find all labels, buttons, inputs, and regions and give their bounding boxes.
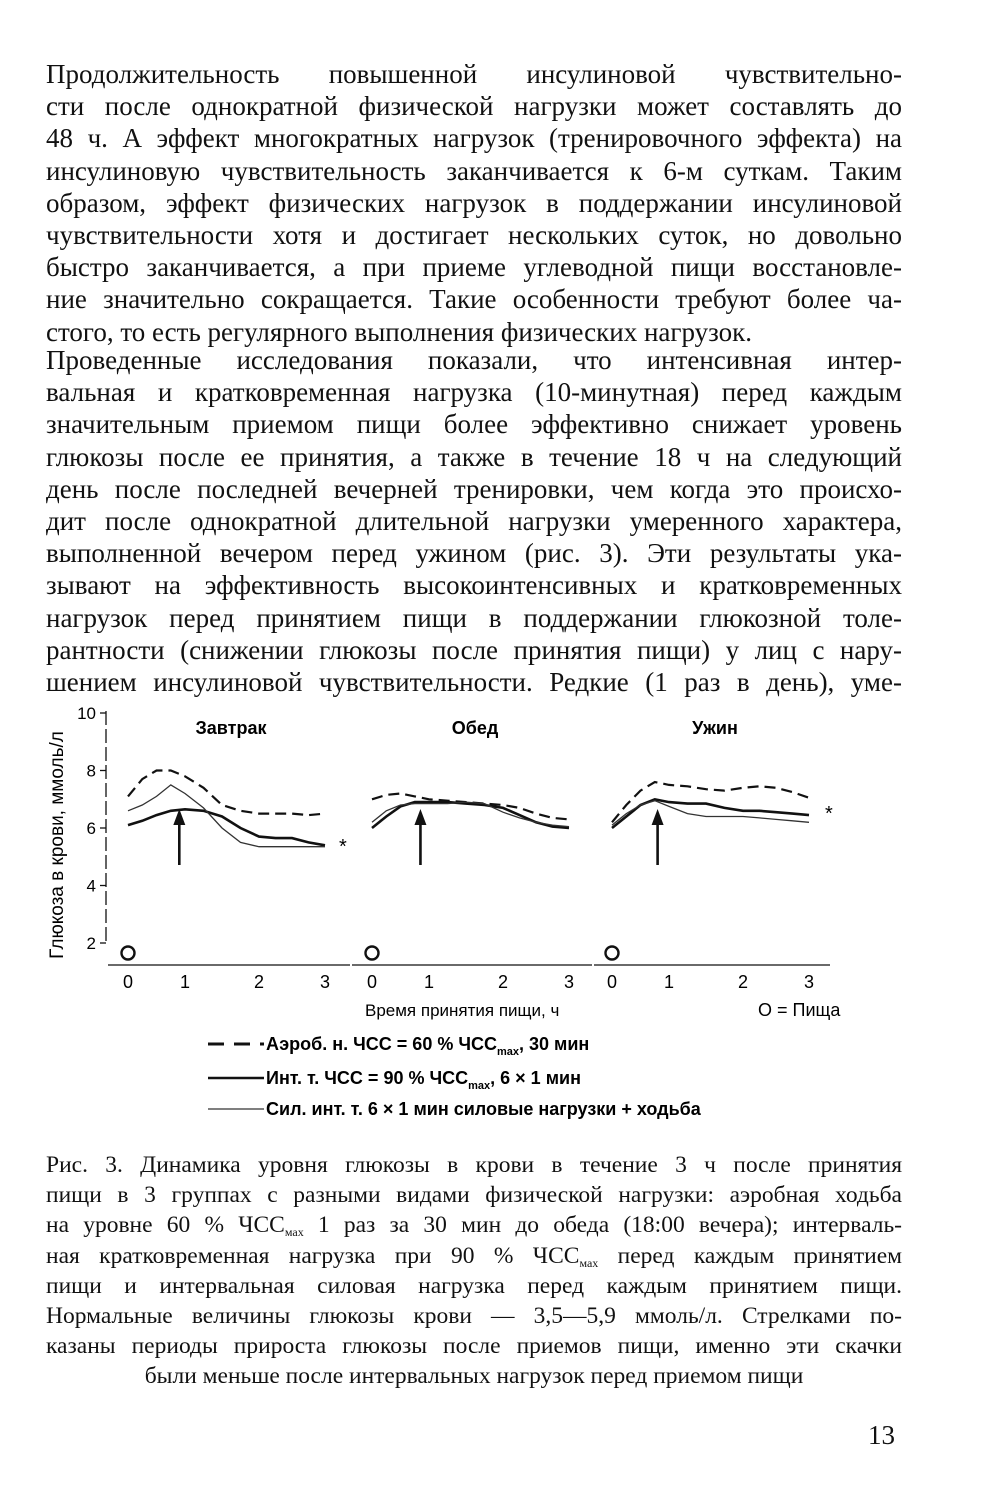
text-line: Продолжительность повышенной инсулиновой чувствительно- <box>46 59 902 89</box>
caption-line: на уровне 60 % $ЧСС_{мах}$ 1 раз за 30 мин до обеда (18:00 вечера); интерваль- <box>46 1212 902 1240</box>
glucose-chart <box>40 695 920 1145</box>
significance-star: * <box>339 836 347 858</box>
caption-line: пищи в 3 группах с разными видами физической нагрузки: аэробная ходьба <box>46 1182 902 1209</box>
text-line: инсулиновую чувствительность заканчивается к 6-м суткам. Таким <box>46 155 902 186</box>
text-line: сти после однократной физической нагрузки может составлять до <box>46 91 902 122</box>
x-tick-label: 1 <box>663 972 675 992</box>
caption-line: пищи и интервальная силовая нагрузка перед каждым принятием пищи. <box>46 1272 902 1299</box>
text-line: ние значительно сокращается. Такие особенности требуют более ча- <box>46 284 902 315</box>
series-line-aerobic <box>128 771 325 816</box>
x-tick-label: 1 <box>423 972 435 992</box>
page-number: 13 <box>868 1420 895 1450</box>
caption-line: Рис. 3. Динамика уровня глюкозы в крови в течение 3 ч после принятия <box>46 1152 902 1178</box>
x-axis-label: Время принятия пищи, ч <box>365 1001 560 1020</box>
paragraph-2 <box>46 344 902 698</box>
caption-line: Нормальные величины глюкозы крови — 3,5—5,9 ммоль/л. Стрелками по- <box>46 1303 902 1330</box>
rise-arrow-head <box>414 809 426 825</box>
figure-caption <box>46 1150 902 1392</box>
y-tick-label: 2 <box>86 934 96 953</box>
y-tick-label: 10 <box>77 704 96 723</box>
text-line: нагрузок перед принятием пищи в поддержании глюкозной толе- <box>46 602 902 633</box>
x-tick-label: 0 <box>122 972 134 992</box>
legend-label: Инт. т. ЧСС = 90 % $ЧСС_{max}$, 6 × 1 мин <box>266 1068 581 1092</box>
text-line: вальная и кратковременная нагрузка (10-минутная) перед каждым <box>46 377 902 408</box>
text-line: быстро заканчивается, а при приеме углеводной пищи восстановле- <box>46 252 902 283</box>
text-line: образом, эффект физических нагрузок в поддержании инсулиновой <box>46 187 902 218</box>
panel-title: Ужин <box>692 718 738 738</box>
meal-marker <box>366 947 379 960</box>
x-tick-label: 2 <box>497 972 509 992</box>
y-tick-label: 8 <box>86 761 96 781</box>
x-tick-label: 0 <box>366 972 378 992</box>
x-tick-label: 3 <box>803 972 815 992</box>
text-line: стого, то есть регулярного выполнения физических нагрузок. <box>46 316 752 347</box>
text-line: рантности (снижении глюкозы после принятия пищи) у лиц с нару- <box>46 634 902 665</box>
text-line: Проведенные исследования показали, что интенсивная интер- <box>46 345 902 375</box>
caption-line: казаны периоды прироста глюкозы после приемов пищи, именно эти скачки <box>46 1333 902 1360</box>
glucose-figure <box>40 695 920 1145</box>
text-line: глюкозы после ее принятия, а также в течение 18 ч на следующий <box>46 441 902 472</box>
text-line: значительным приемом пищи более эффективно снижает уровень <box>46 409 902 440</box>
x-tick-label: 3 <box>563 972 575 992</box>
panel-title: Завтрак <box>195 718 267 738</box>
caption-line: были меньше после интервальных нагрузок перед приемом пищи <box>144 1363 804 1390</box>
rise-arrow-head <box>652 809 664 825</box>
series-line-interval <box>612 799 809 828</box>
text-line: чувствительности хотя и достигает нескольких суток, но довольно <box>46 220 902 251</box>
legend-label: Аэроб. н. ЧСС = 60 % $ЧСС_{max}$, 30 мин <box>266 1034 590 1058</box>
x-tick-label: 3 <box>319 972 331 992</box>
x-tick-label: 0 <box>606 972 618 992</box>
text-line: 48 ч. А эффект многократных нагрузок (тренировочного эффекта) на <box>46 123 902 154</box>
caption-line: ная кратковременная нагрузка при 90 % $ЧСС_{мах}$ перед каждым принятием <box>46 1242 902 1270</box>
meal-legend: O = Пища <box>758 1000 841 1020</box>
y-axis-label: Глюкоза в крови, ммоль/л <box>47 731 68 959</box>
text-line: дит после однократной длительной нагрузки умеренного характера, <box>46 506 902 537</box>
panel-title: Обед <box>451 718 499 738</box>
text-line: день после последней вечерней тренировки, чем когда это происхо- <box>46 473 902 504</box>
y-tick-label: 6 <box>86 819 96 838</box>
meal-marker <box>606 947 619 960</box>
y-tick-label: 4 <box>86 876 96 896</box>
text-line: выполненной вечером перед ужином (рис. 3). Эти результаты ука- <box>46 538 902 569</box>
meal-marker <box>122 947 135 960</box>
significance-star: * <box>825 803 833 825</box>
x-tick-label: 1 <box>179 972 191 992</box>
x-tick-label: 2 <box>737 972 749 992</box>
x-tick-label: 2 <box>253 972 265 992</box>
text-line: зывают на эффективность высокоинтенсивных и кратковременных <box>46 570 902 601</box>
paragraph-1 <box>46 58 902 348</box>
text-line: шением инсулиновой чувствительности. Редкие (1 раз в день), уме- <box>46 667 902 698</box>
legend-label: Сил. инт. т. 6 × 1 мин силовые нагрузки + ходьба <box>266 1099 701 1119</box>
